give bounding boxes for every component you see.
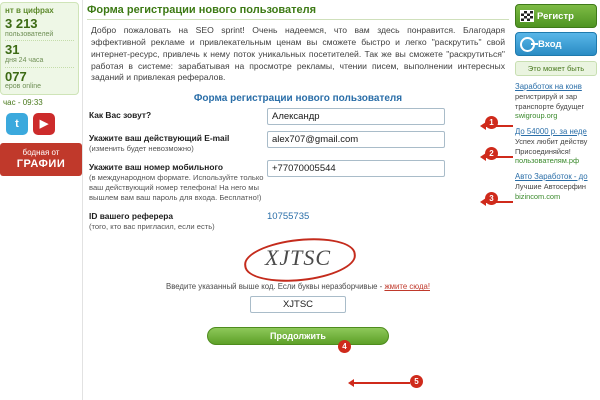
flag-icon [520,10,534,22]
stat-label-1: дня 24 часа [5,56,44,64]
stats-divider-1 [5,67,74,68]
label-referer [89,209,267,232]
ad-url-1: пользователям.рф [515,156,580,166]
register-button-label: Регистр [537,10,574,22]
label-referer-sub: (того, кто вас пригласил, если есть) [89,221,215,231]
left-sidebar [0,0,82,400]
form-title: Форма регистрации нового пользователя [193,93,403,105]
stat-value-2: 077 [5,68,27,84]
callout-marker-5: 5 [410,375,423,388]
captcha-image [238,237,358,281]
control-referer [267,209,507,222]
ad-title-1[interactable]: До 54000 р. за неде [515,127,587,136]
form-row-referer [89,209,507,232]
login-button-label: Вход [538,38,562,50]
label-email-sub: (изменить будет невозможно) [89,144,194,154]
stat-label-0: пользователей [5,30,54,38]
control-name [267,108,507,125]
callout-marker-1: 1 [485,116,498,129]
youtube-icon[interactable]: ▶ [33,113,55,135]
promo-line-1: бодная от [22,147,60,157]
label-phone-main: Укажите ваш номер мобильного [89,162,223,173]
right-sidebar [513,0,600,400]
stat-value-1: 31 [5,42,20,58]
ad-block-2[interactable] [515,172,597,201]
ad-text-2: Лучшие Автосерфин [515,182,587,192]
callout-marker-3: 3 [485,192,498,205]
captcha-refresh-link[interactable]: жмите сюда! [384,282,430,292]
stats-divider-0 [5,40,74,41]
social-links [0,113,82,135]
ad-text-1: Успех любит действу Присоединяйся! [515,137,588,156]
control-phone [267,160,507,177]
promo-line-2: ГРАФИИ [16,157,66,170]
captcha-input[interactable] [250,296,346,313]
label-email [89,131,267,154]
intro-text: Добро пожаловать на SEO sprint! Очень надеемся, что вам здесь понравится. Благодаря эффективной рекламе и привлекательным ценам вы сможете быстро и легко "раскрутить" свой интернет-ресурс, привлечь к нему поток уникальных посетителей. Так же вы сможете "раскрутиться" работая в системе: зарабатывая на просмотре рекламы, чтении писем, выполнении интересных заданий и привлекая рефералов. [91,25,505,83]
captcha-block [83,237,513,281]
form-row-name [89,108,507,125]
form-row-email [89,131,507,154]
stats-panel-title: нт в цифрах [5,6,54,15]
label-referer-main: ID вашего реферера [89,210,174,221]
referer-value: 10755735 [267,210,310,222]
callout-marker-2: 2 [485,147,498,160]
login-button[interactable] [515,32,597,56]
site-stats-panel [0,2,79,95]
ad-title-0[interactable]: Заработок на конв [515,82,582,91]
register-button[interactable] [515,4,597,28]
main-content [82,0,514,400]
label-name [89,108,267,121]
stat-label-2: еров online [5,83,42,91]
ad-block-0[interactable] [515,82,597,121]
ad-url-0: swigroup.org [515,111,558,121]
ad-block-1[interactable] [515,127,597,166]
email-input[interactable] [267,131,445,148]
page-title: Форма регистрации нового пользователя [87,4,317,16]
label-email-main: Укажите ваш действующий E-mail [89,133,230,144]
stat-value-0: 3 213 [5,16,38,31]
label-phone [89,160,267,203]
captcha-input-row [83,296,513,313]
server-clock: час - 09:33 [3,97,43,107]
control-email [267,131,507,148]
callout-marker-4: 4 [338,340,351,353]
submit-row [83,327,513,345]
ad-title-2[interactable]: Авто Заработок - до [515,172,588,181]
interesting-banner: Это может быть [515,61,597,76]
captcha-hint-text: Введите указанный выше код. Если буквы неразборчивые - [166,282,385,292]
title-divider [87,19,509,20]
form-row-phone [89,160,507,203]
key-icon [520,37,535,52]
ad-text-0: регистрируй и зар транспорте будущег [515,92,585,111]
continue-button[interactable]: Продолжить [207,327,389,345]
label-phone-sub: (в международном формате. Используйте только ваш действующий номер телефона! На него мы вышлем вам ваш пароль для входа. Бесплатно!) [89,173,264,202]
phone-input[interactable] [267,160,445,177]
name-input[interactable] [267,108,445,125]
label-name-main: Как Вас зовут? [89,110,152,121]
promo-banner[interactable] [0,143,82,176]
captcha-image-text: XJTSC [264,245,332,271]
callout-arrow-5 [353,382,410,384]
captcha-hint [83,282,513,291]
twitter-icon[interactable]: t [6,113,28,135]
ad-url-2: bizincom.com [515,191,561,201]
